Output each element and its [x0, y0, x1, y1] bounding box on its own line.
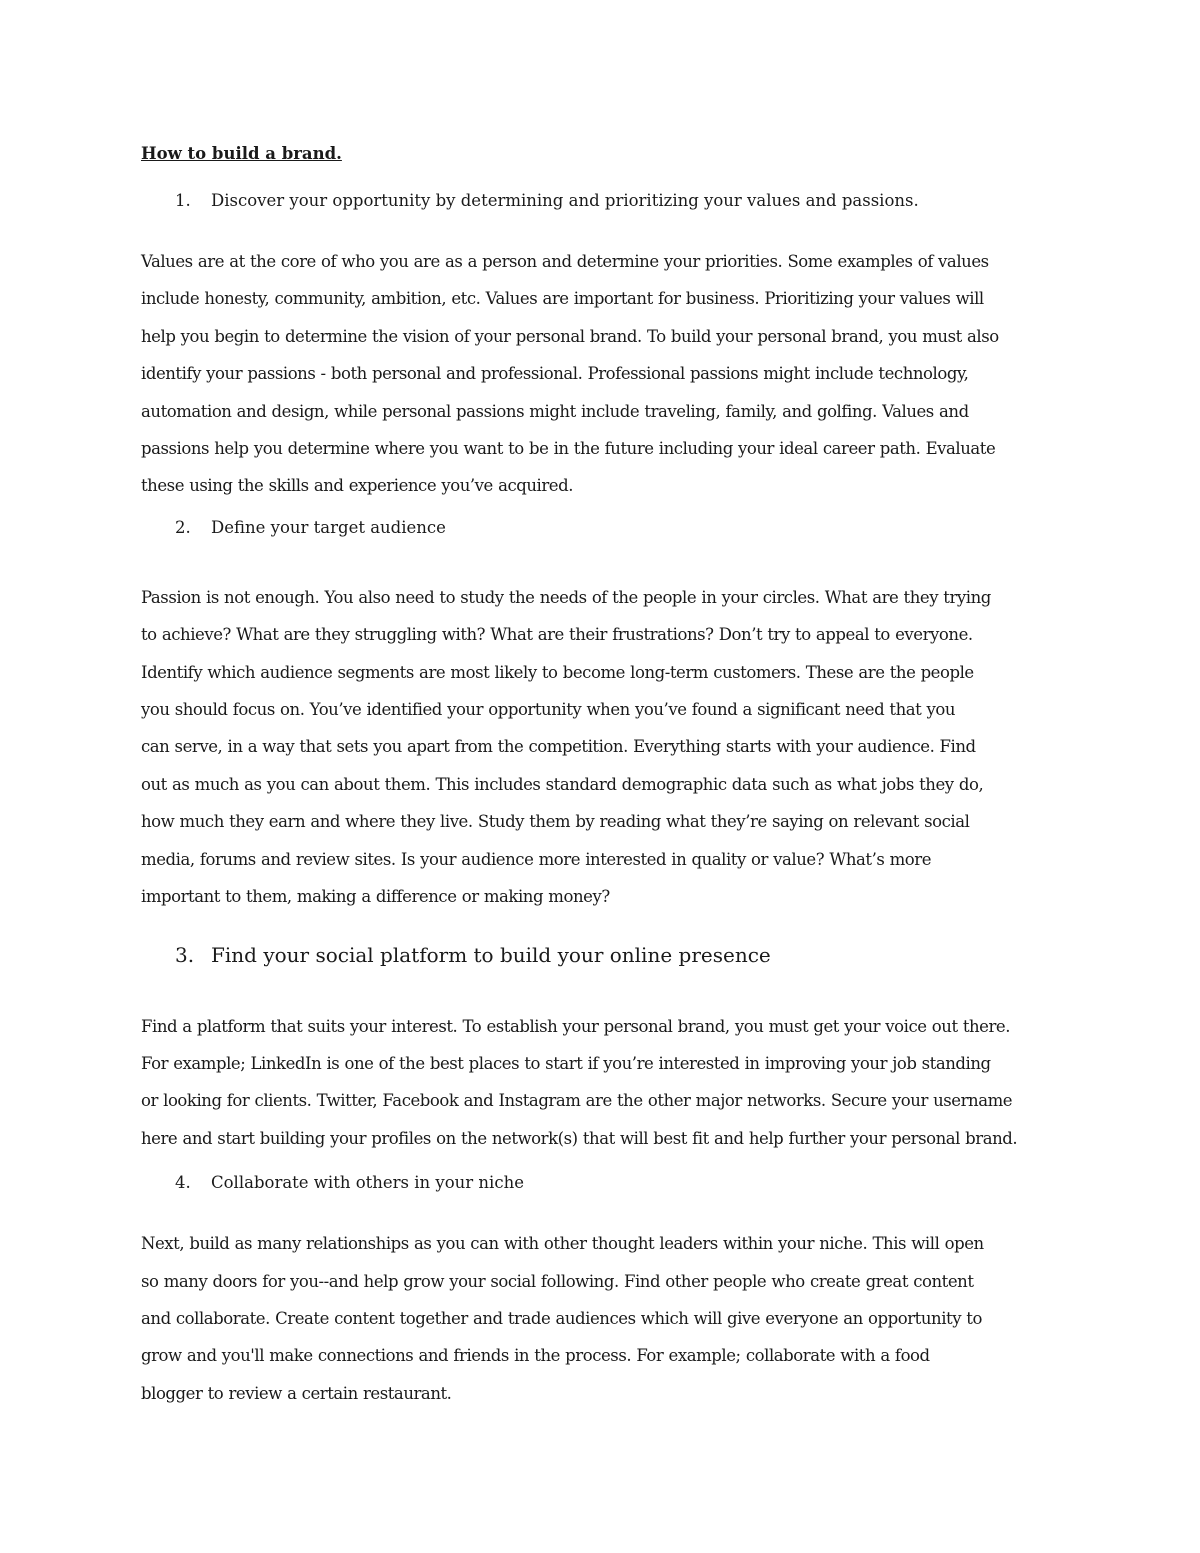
paragraph-line: how much they earn and where they live. Study them by reading what they’re saying on relevant social — [141, 812, 970, 832]
section-3-paragraph — [141, 1008, 1061, 1158]
paragraph-line: here and start building your profiles on the network(s) that will best fit and help further your personal brand. — [141, 1128, 1018, 1148]
section-4-paragraph — [141, 1225, 1061, 1412]
paragraph-line: these using the skills and experience you’ve acquired. — [141, 476, 574, 496]
section-number: 3. — [175, 942, 195, 967]
paragraph-line: Values are at the core of who you are as a person and determine your priorities. Some examples of values — [141, 252, 989, 271]
paragraph-line: identify your passions - both personal and professional. Professional passions might include technology, — [141, 364, 969, 384]
document-title: How to build a brand. — [141, 144, 342, 163]
section-heading-text: Define your target audience — [211, 517, 446, 537]
section-3-heading — [141, 940, 1061, 970]
section-number: 2. — [175, 517, 191, 537]
paragraph-line: For example; LinkedIn is one of the best places to start if you’re interested in improving your job standing — [141, 1053, 991, 1073]
section-number: 4. — [175, 1173, 191, 1193]
paragraph-line: automation and design, while personal passions might include traveling, family, and golfing. Values and — [141, 401, 969, 421]
paragraph-line: Passion is not enough. You also need to study the needs of the people in your circles. What are they trying — [141, 587, 991, 607]
section-2-heading — [141, 515, 1061, 541]
paragraph-line: out as much as you can about them. This includes standard demographic data such as what jobs they do, — [141, 774, 984, 794]
section-number: 1. — [175, 191, 191, 210]
paragraph-line: important to them, making a difference or making money? — [141, 887, 610, 907]
paragraph-line: Identify which audience segments are most likely to become long-term customers. These are the people — [141, 662, 974, 682]
section-heading-text: Collaborate with others in your niche — [211, 1173, 524, 1193]
section-1-heading — [141, 188, 1061, 214]
paragraph-line: grow and you'll make connections and friends in the process. For example; collaborate with a food — [141, 1346, 930, 1366]
paragraph-line: or looking for clients. Twitter, Facebook and Instagram are the other major networks. Secure your username — [141, 1091, 1013, 1111]
section-heading-text: Find your social platform to build your online presence — [211, 942, 771, 967]
document-body — [141, 141, 1061, 1412]
paragraph-line: to achieve? What are they struggling with? What are their frustrations? Don’t try to appeal to everyone. — [141, 625, 973, 645]
section-1-paragraph — [141, 243, 1061, 505]
paragraph-line: Next, build as many relationships as you can with other thought leaders within your niche. This will open — [141, 1234, 984, 1254]
paragraph-line: include honesty, community, ambition, etc. Values are important for business. Prioritizing your values will — [141, 289, 984, 309]
paragraph-line: help you begin to determine the vision of your personal brand. To build your personal brand, you must also — [141, 326, 999, 346]
section-2-paragraph — [141, 579, 1061, 916]
paragraph-line: media, forums and review sites. Is your audience more interested in quality or value? What’s more — [141, 849, 932, 869]
paragraph-line: you should focus on. You’ve identified your opportunity when you’ve found a significant need that you — [141, 700, 956, 720]
paragraph-line: so many doors for you--and help grow your social following. Find other people who create great content — [141, 1271, 974, 1291]
paragraph-line: passions help you determine where you want to be in the future including your ideal career path. Evaluate — [141, 439, 996, 459]
paragraph-line: and collaborate. Create content together and trade audiences which will give everyone an opportunity to — [141, 1308, 982, 1328]
paragraph-line: Find a platform that suits your interest. To establish your personal brand, you must get your voice out there. — [141, 1016, 1011, 1036]
paragraph-line: blogger to review a certain restaurant. — [141, 1383, 452, 1403]
section-heading-text: Discover your opportunity by determining and prioritizing your values and passions. — [211, 191, 919, 210]
paragraph-line: can serve, in a way that sets you apart from the competition. Everything starts with your audience. Find — [141, 737, 976, 757]
section-4-heading — [141, 1170, 1061, 1196]
